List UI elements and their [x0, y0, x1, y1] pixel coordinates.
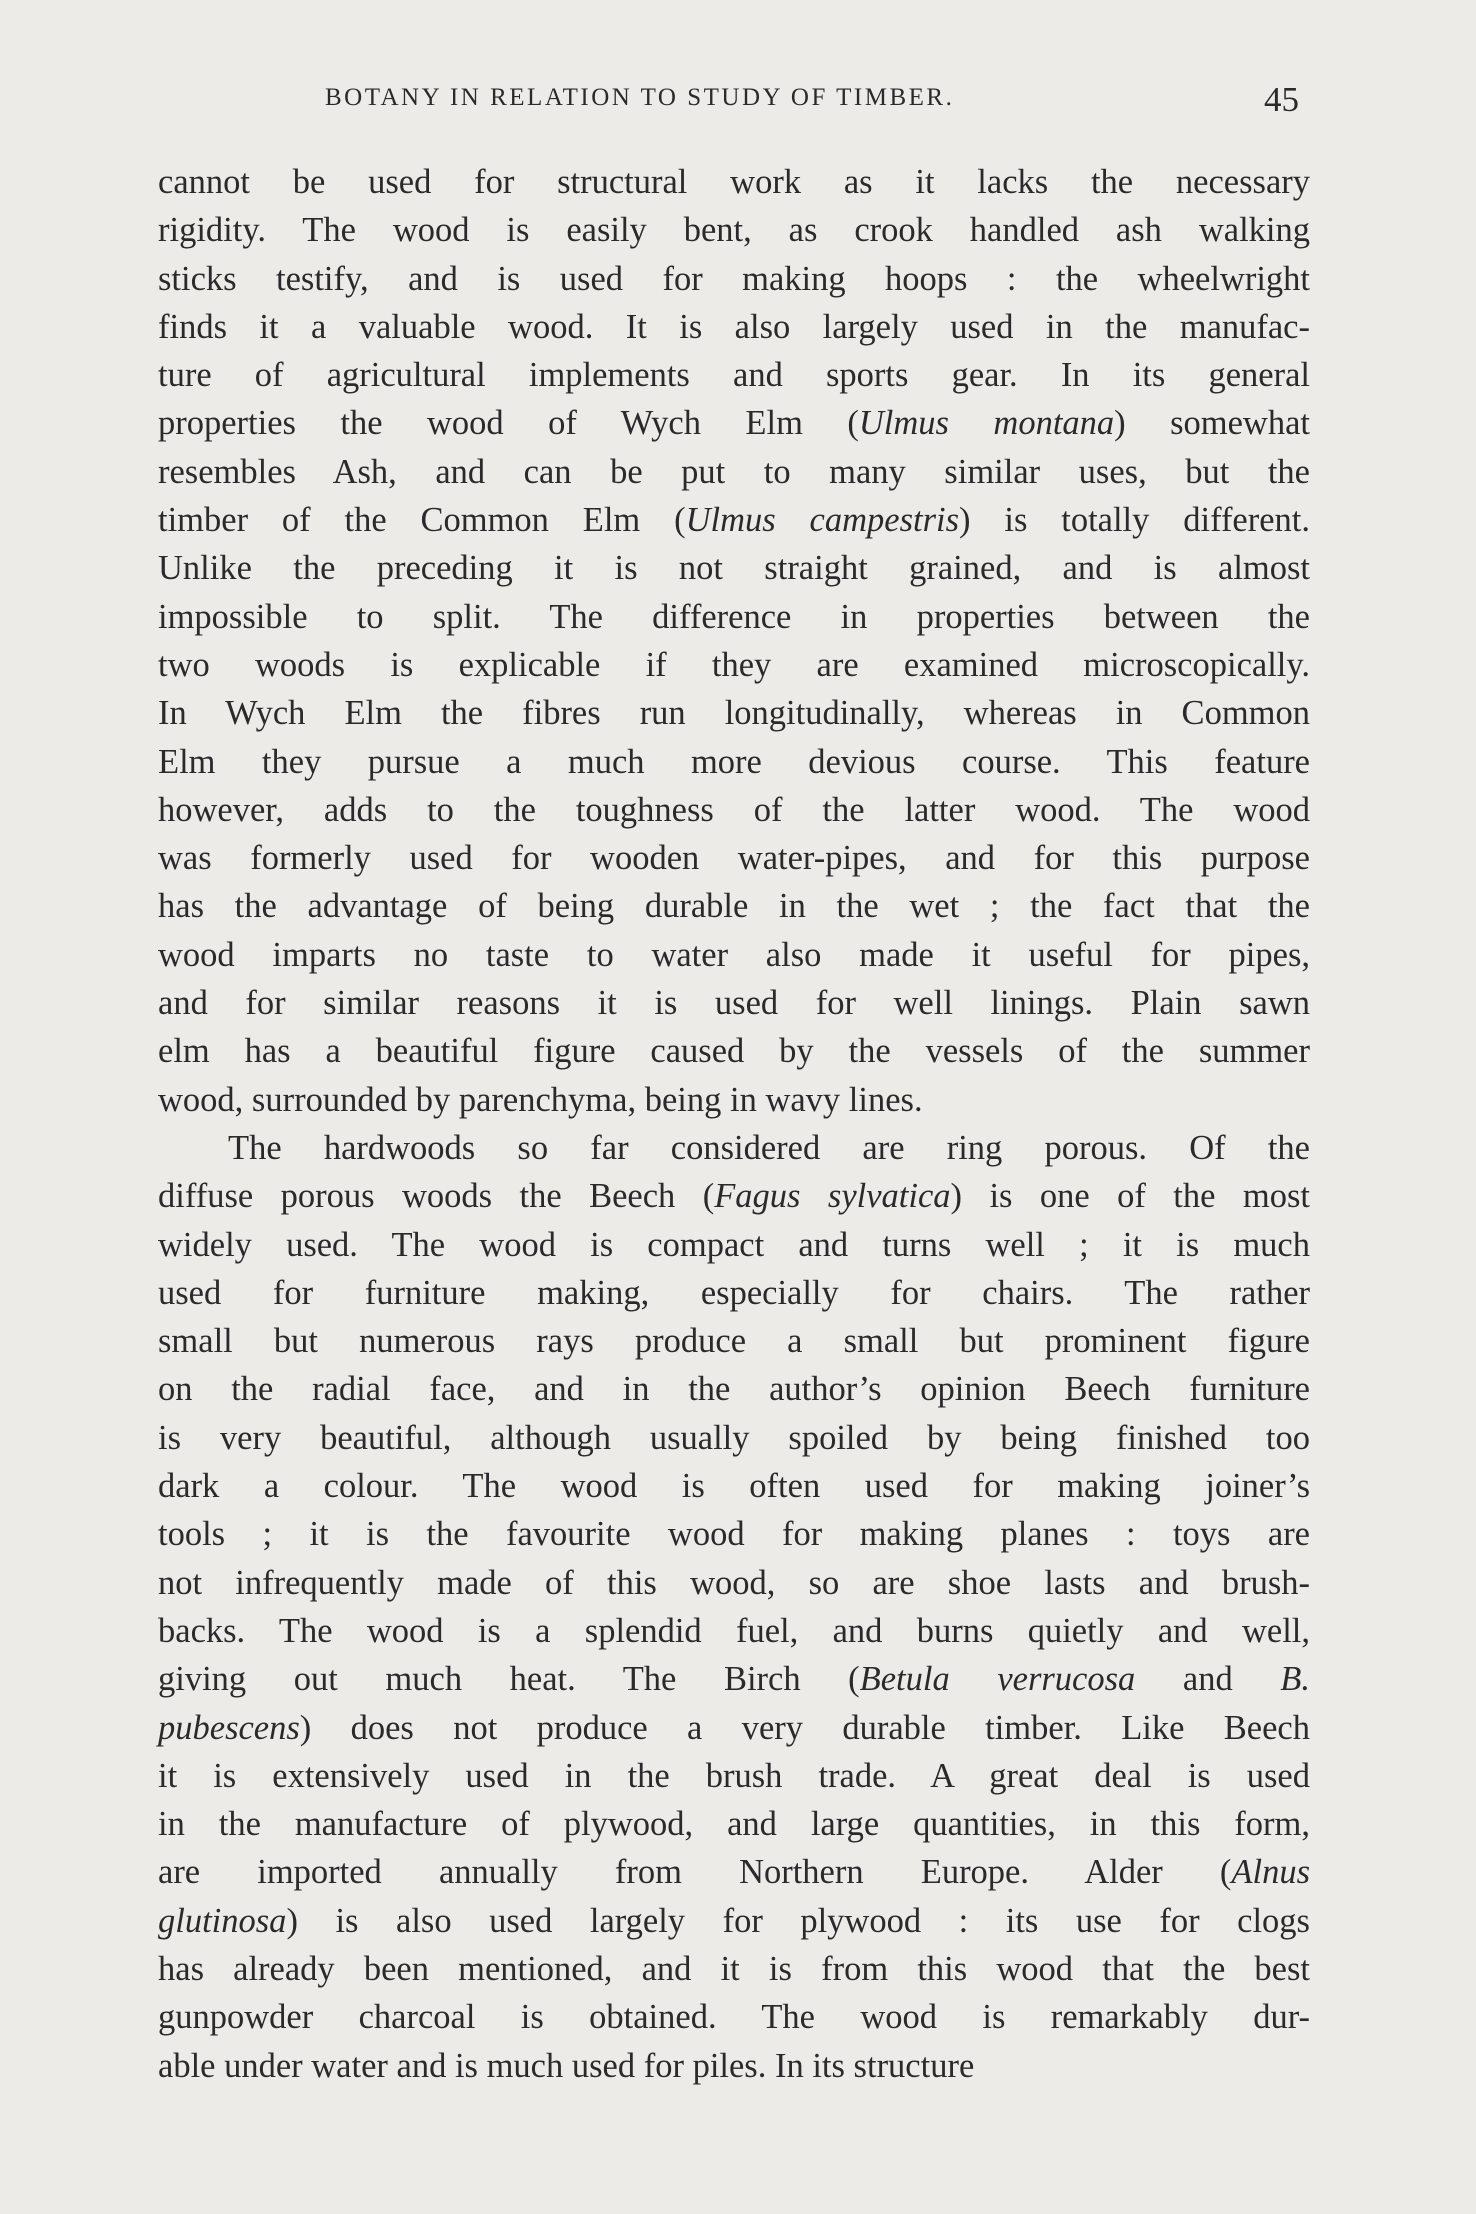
- text-segment: are imported annually from Northern Europe. Alder (: [158, 1853, 1232, 1892]
- text-segment: on the radial face, and in the author’s opinion Beech furniture: [158, 1370, 1310, 1409]
- running-head: BOTANY IN RELATION TO STUDY OF TIMBER.: [325, 84, 955, 111]
- text-segment: Unlike the preceding it is not straight grained, and is almost: [158, 549, 1310, 588]
- italic-segment: Ulmus montana: [858, 404, 1115, 443]
- text-segment: ) is one of the most: [950, 1177, 1310, 1216]
- text-line: [158, 1848, 1310, 1896]
- text-segment: The hardwoods so far considered are ring porous. Of the: [228, 1128, 1310, 1167]
- text-segment: and for similar reasons it is used for well linings. Plain sawn: [158, 984, 1310, 1023]
- text-segment: timber of the Common Elm (: [158, 501, 686, 540]
- text-segment: it is extensively used in the brush trade. A great deal is used: [158, 1756, 1310, 1795]
- text-line: [158, 1655, 1310, 1703]
- text-line: [158, 689, 1310, 737]
- italic-segment: pubescens: [158, 1708, 300, 1747]
- text-line: [158, 1414, 1310, 1462]
- text-segment: small but numerous rays produce a small but prominent figure: [158, 1322, 1310, 1361]
- text-line: [158, 351, 1310, 399]
- text-segment: tools ; it is the favourite wood for making planes : toys are: [158, 1515, 1310, 1554]
- page-number: 45: [1264, 80, 1299, 119]
- text-segment: has the advantage of being durable in the wet ; the fact that the: [158, 887, 1310, 926]
- text-line: [158, 1607, 1310, 1655]
- text-line: [158, 303, 1310, 351]
- text-segment: Elm they pursue a much more devious course. This feature: [158, 742, 1310, 781]
- text-line: [158, 1221, 1310, 1269]
- text-line: [158, 206, 1310, 254]
- text-segment: widely used. The wood is compact and turns well ; it is much: [158, 1225, 1310, 1264]
- text-segment: properties the wood of Wych Elm (: [158, 404, 859, 443]
- text-segment: cannot be used for structural work as it lacks the necessary: [158, 163, 1310, 201]
- text-segment: ) is totally different.: [959, 501, 1311, 540]
- text-segment: able under water and is much used for piles. In its structure: [158, 2046, 975, 2085]
- text-line: [158, 1897, 1310, 1945]
- text-segment: finds it a valuable wood. It is also largely used in the manufac-: [158, 307, 1310, 346]
- italic-segment: glutinosa: [158, 1901, 287, 1940]
- text-line: [158, 448, 1310, 496]
- text-segment: was formerly used for wooden water-pipes, and for this purpose: [158, 839, 1310, 878]
- text-segment: is very beautiful, although usually spoiled by being finished too: [158, 1418, 1310, 1457]
- text-line: [158, 738, 1310, 786]
- text-line: [158, 158, 1310, 206]
- text-segment: gunpowder charcoal is obtained. The wood is remarkably dur-: [158, 1998, 1310, 2037]
- text-segment: sticks testify, and is used for making hoops : the wheelwright: [158, 259, 1310, 298]
- text-line: [158, 1269, 1310, 1317]
- text-segment: ) does not produce a very durable timber. Like Beech: [299, 1708, 1310, 1747]
- text-line: [158, 544, 1310, 592]
- text-line: [158, 1993, 1310, 2041]
- text-segment: wood, surrounded by parenchyma, being in wavy lines.: [158, 1080, 923, 1119]
- text-line: [158, 399, 1310, 447]
- text-line: [158, 1124, 1310, 1172]
- text-segment: ) somewhat: [1114, 404, 1310, 443]
- italic-segment: Alnus: [1231, 1853, 1310, 1892]
- text-segment: used for furniture making, especially for chairs. The rather: [158, 1273, 1310, 1312]
- text-segment: rigidity. The wood is easily bent, as crook handled ash walking: [158, 211, 1310, 250]
- text-line: [158, 1076, 1310, 1124]
- text-line: [158, 1945, 1310, 1993]
- text-line: [158, 1317, 1310, 1365]
- text-line: [158, 496, 1310, 544]
- text-line: [158, 2042, 1310, 2090]
- italic-segment: Betula verrucosa: [859, 1660, 1136, 1699]
- text-segment: backs. The wood is a splendid fuel, and burns quietly and well,: [158, 1611, 1310, 1650]
- italic-segment: Fagus sylvatica: [714, 1177, 951, 1216]
- text-line: [158, 1510, 1310, 1558]
- text-line: [158, 882, 1310, 930]
- text-line: [158, 1462, 1310, 1510]
- text-segment: two woods is explicable if they are examined microscopically.: [158, 645, 1310, 684]
- text-line: [158, 979, 1310, 1027]
- italic-segment: B.: [1280, 1660, 1310, 1699]
- text-segment: wood imparts no taste to water also made it useful for pipes,: [158, 935, 1310, 974]
- text-line: [158, 1752, 1310, 1800]
- text-segment: elm has a beautiful figure caused by the vessels of the summer: [158, 1032, 1310, 1071]
- text-segment: ) is also used largely for plywood : its use for clogs: [286, 1901, 1310, 1940]
- body-text: [158, 158, 1310, 2090]
- text-line: [158, 255, 1310, 303]
- text-line: [158, 786, 1310, 834]
- text-segment: however, adds to the toughness of the latter wood. The wood: [158, 790, 1310, 829]
- italic-segment: Ulmus campestris: [685, 501, 960, 540]
- text-segment: has already been mentioned, and it is from this wood that the best: [158, 1949, 1310, 1988]
- text-line: [158, 1800, 1310, 1848]
- text-line: [158, 1704, 1310, 1752]
- text-segment: in the manufacture of plywood, and large quantities, in this form,: [158, 1805, 1310, 1844]
- text-line: [158, 641, 1310, 689]
- text-segment: impossible to split. The difference in properties between the: [158, 597, 1310, 636]
- text-line: [158, 1027, 1310, 1075]
- text-segment: dark a colour. The wood is often used for making joiner’s: [158, 1467, 1310, 1506]
- text-line: [158, 834, 1310, 882]
- text-line: [158, 1365, 1310, 1413]
- text-line: [158, 1559, 1310, 1607]
- text-segment: ture of agricultural implements and sports gear. In its general: [158, 356, 1310, 395]
- text-line: [158, 931, 1310, 979]
- text-segment: In Wych Elm the fibres run longitudinally, whereas in Common: [158, 694, 1310, 733]
- text-segment: and: [1135, 1660, 1281, 1699]
- text-segment: giving out much heat. The Birch (: [158, 1660, 860, 1699]
- text-segment: resembles Ash, and can be put to many similar uses, but the: [158, 452, 1310, 491]
- text-segment: not infrequently made of this wood, so are shoe lasts and brush-: [158, 1563, 1310, 1602]
- text-line: [158, 593, 1310, 641]
- text-line: [158, 1172, 1310, 1220]
- text-segment: diffuse porous woods the Beech (: [158, 1177, 715, 1216]
